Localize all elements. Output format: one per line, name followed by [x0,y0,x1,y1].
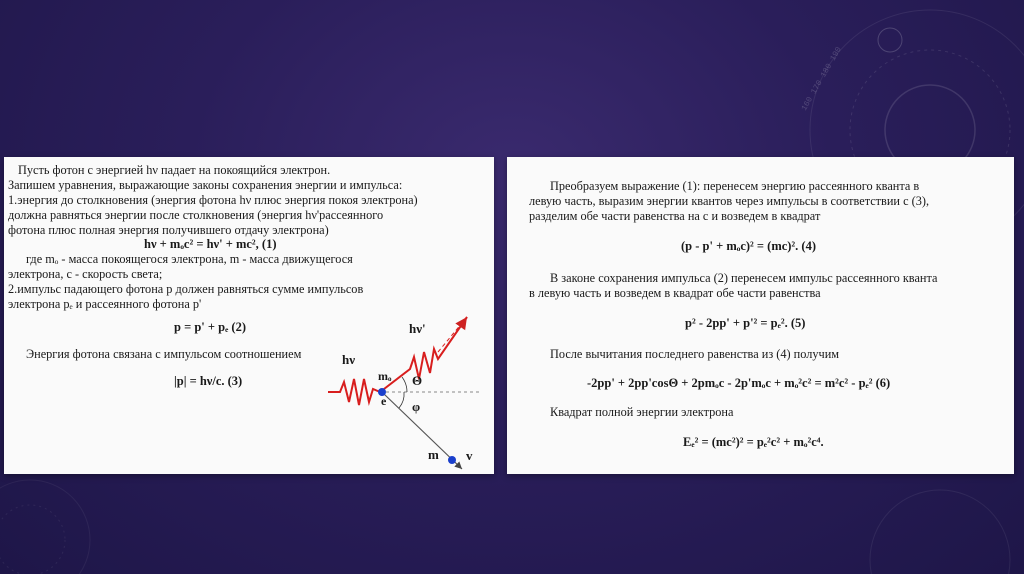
equation-6: -2pp' + 2pp'cosΘ + 2pmₒc - 2p'mₒc + mₒ²c² = m²c² - pₑ² (6) [587,376,891,390]
label-electron: e [381,394,387,408]
left-line-9: электрона pₑ и рассеянного фотона p' [8,297,202,311]
label-scattered-photon: hν' [409,321,426,336]
left-line-7: электрона, c - скорость света; [8,267,163,281]
left-line-2: Запишем уравнения, выражающие законы сохранения энергии и импульса: [8,178,403,192]
left-line-8: 2.импульс падающего фотона p должен равняться сумме импульсов [8,282,364,296]
moving-electron-dot [448,456,456,464]
incident-photon-wave [328,379,380,405]
equation-3: |p| = hν/c. (3) [174,374,243,388]
left-line-1: Пусть фотон с энергией hν падает на покоящийся электрон. [18,163,331,177]
decor-scale-text: 160 170 180 190 [800,45,844,113]
right-content-card [507,157,1014,474]
equation-7: Eₑ² = (mc²)² = pₑ²c² + mₒ²c⁴. [683,435,824,449]
left-line-4: должна равняться энергии после столкновения (энергия hν'рассеянного [8,208,384,222]
right-para1-line3: разделим обе части равенства на c и возведем в квадрат [529,209,821,223]
label-phi: φ [412,399,421,414]
left-line-6: где mₒ - масса покоящегося электрона, m - масса движущегося [26,252,353,266]
relation-text: Энергия фотона связана с импульсом соотношением [26,347,302,361]
right-para3: После вычитания последнего равенства из (4) получим [550,347,840,361]
left-line-3: 1.энергия до столкновения (энергия фотона hν плюс энергия покоя электрона) [8,193,418,207]
label-rest-mass: mₒ [378,369,392,383]
right-para1-line1: Преобразуем выражение (1): перенесем энергию рассеянного кванта в [550,179,920,193]
label-velocity: v [466,448,473,463]
label-incident-photon: hν [342,352,356,367]
right-para1-line2: левую часть, выразим энергии квантов через импульсы в соответствии с (3), [529,194,930,208]
right-para2-line2: в левую часть и возведем в квадрат обе части равенства [529,286,821,300]
label-moving-mass: m [428,447,439,462]
label-theta: Θ [412,373,423,388]
compton-scattering-diagram [322,297,492,467]
equation-1: hν + mₒc² = hν' + mc², (1) [144,237,277,251]
left-line-5: фотона плюс полная энергия получившего отдачу электрона) [8,223,329,237]
right-para4: Квадрат полной энергии электрона [550,405,734,419]
left-content-card [4,157,494,474]
equation-4: (p - p' + mₒc)² = (mc)². (4) [681,239,817,253]
equation-2: p = p' + pₑ (2) [174,320,247,334]
right-para2-line1: В законе сохранения импульса (2) перенесем импульс рассеянного кванта [550,271,938,285]
equation-5: p² - 2pp' + p'² = pₑ². (5) [685,316,806,330]
